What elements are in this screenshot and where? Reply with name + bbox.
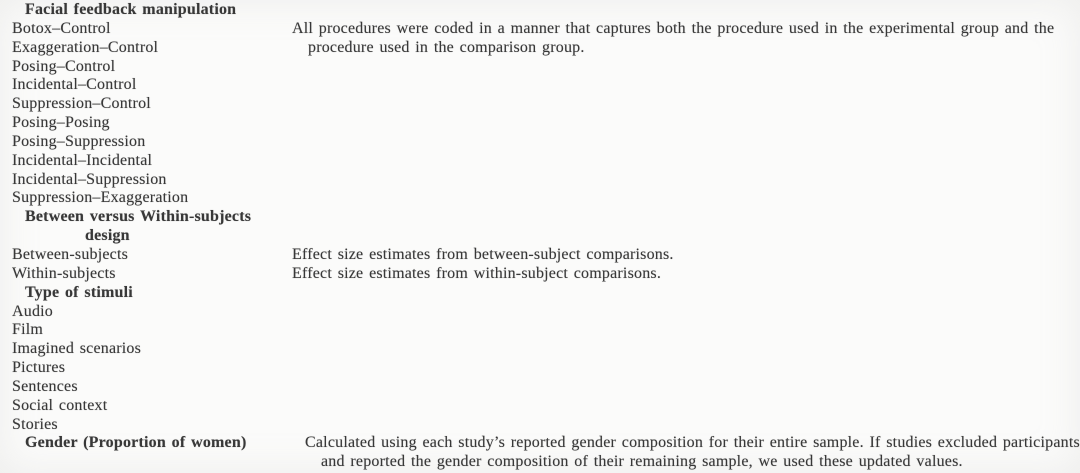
table-row [0,397,1080,416]
description-text: Calculated using each study’s reported gender composition for their entire sample. If studies excluded participants and reported the gender composition of their remaining sample, we used these updated values. [305,434,1080,471]
subcategory-label: Between-subjects [12,245,129,263]
subcategory-label: Stories [12,415,58,433]
subcategory-label: Pictures [12,359,66,377]
category-label: Between versus Within-subjects [25,208,252,226]
table-row [0,378,1080,397]
table-row [0,58,1080,77]
table-row [0,340,1080,359]
subcategory-label: Within-subjects [12,264,116,282]
subcategory-label: Suppression–Control [12,95,151,113]
subcategory-label: Incidental–Control [12,76,137,94]
table-row [0,434,1080,471]
category-label: Type of stimuli [25,283,133,301]
description-text: All procedures were coded in a manner that captures both the procedure used in the experimental group and the procedure used in the comparison group. [292,19,1055,56]
table-row [0,114,1080,133]
table-row [0,303,1080,322]
subcategory-label: Audio [12,302,53,320]
subcategory-label: Sentences [12,377,78,395]
table-row [0,189,1080,208]
subcategory-label: Exaggeration–Control [12,38,159,56]
table-row [0,227,1080,246]
subcategory-label: Posing–Suppression [12,132,146,150]
category-label: Facial feedback manipulation [25,1,237,18]
subcategory-label: Film [12,321,44,339]
table-row [0,133,1080,152]
table-row [0,152,1080,171]
category-label: Gender (Proportion of women) [25,434,247,452]
table-row [0,95,1080,114]
subcategory-label: Posing–Posing [12,114,110,132]
table-row [0,321,1080,340]
subcategory-label: Botox–Control [12,19,111,37]
subcategory-label: Suppression–Exaggeration [12,189,189,207]
description-text: Effect size estimates from between-subject comparisons. [292,245,674,263]
table-row [0,416,1080,435]
table-row [0,208,1080,227]
subcategory-label: Incidental–Suppression [12,170,167,188]
table-row [0,171,1080,190]
table-row [0,359,1080,378]
table-row [0,246,1080,265]
subcategory-label: Posing–Control [12,57,116,75]
category-label-continuation: design [85,227,130,245]
table-row [0,265,1080,284]
subcategory-label: Imagined scenarios [12,340,142,358]
table-row [0,1,1080,20]
description-text: Effect size estimates from within-subject comparisons. [292,264,662,282]
subcategory-label: Incidental–Incidental [12,151,153,169]
table-row [0,76,1080,95]
table-row [0,284,1080,303]
subcategory-label: Social context [12,396,108,414]
